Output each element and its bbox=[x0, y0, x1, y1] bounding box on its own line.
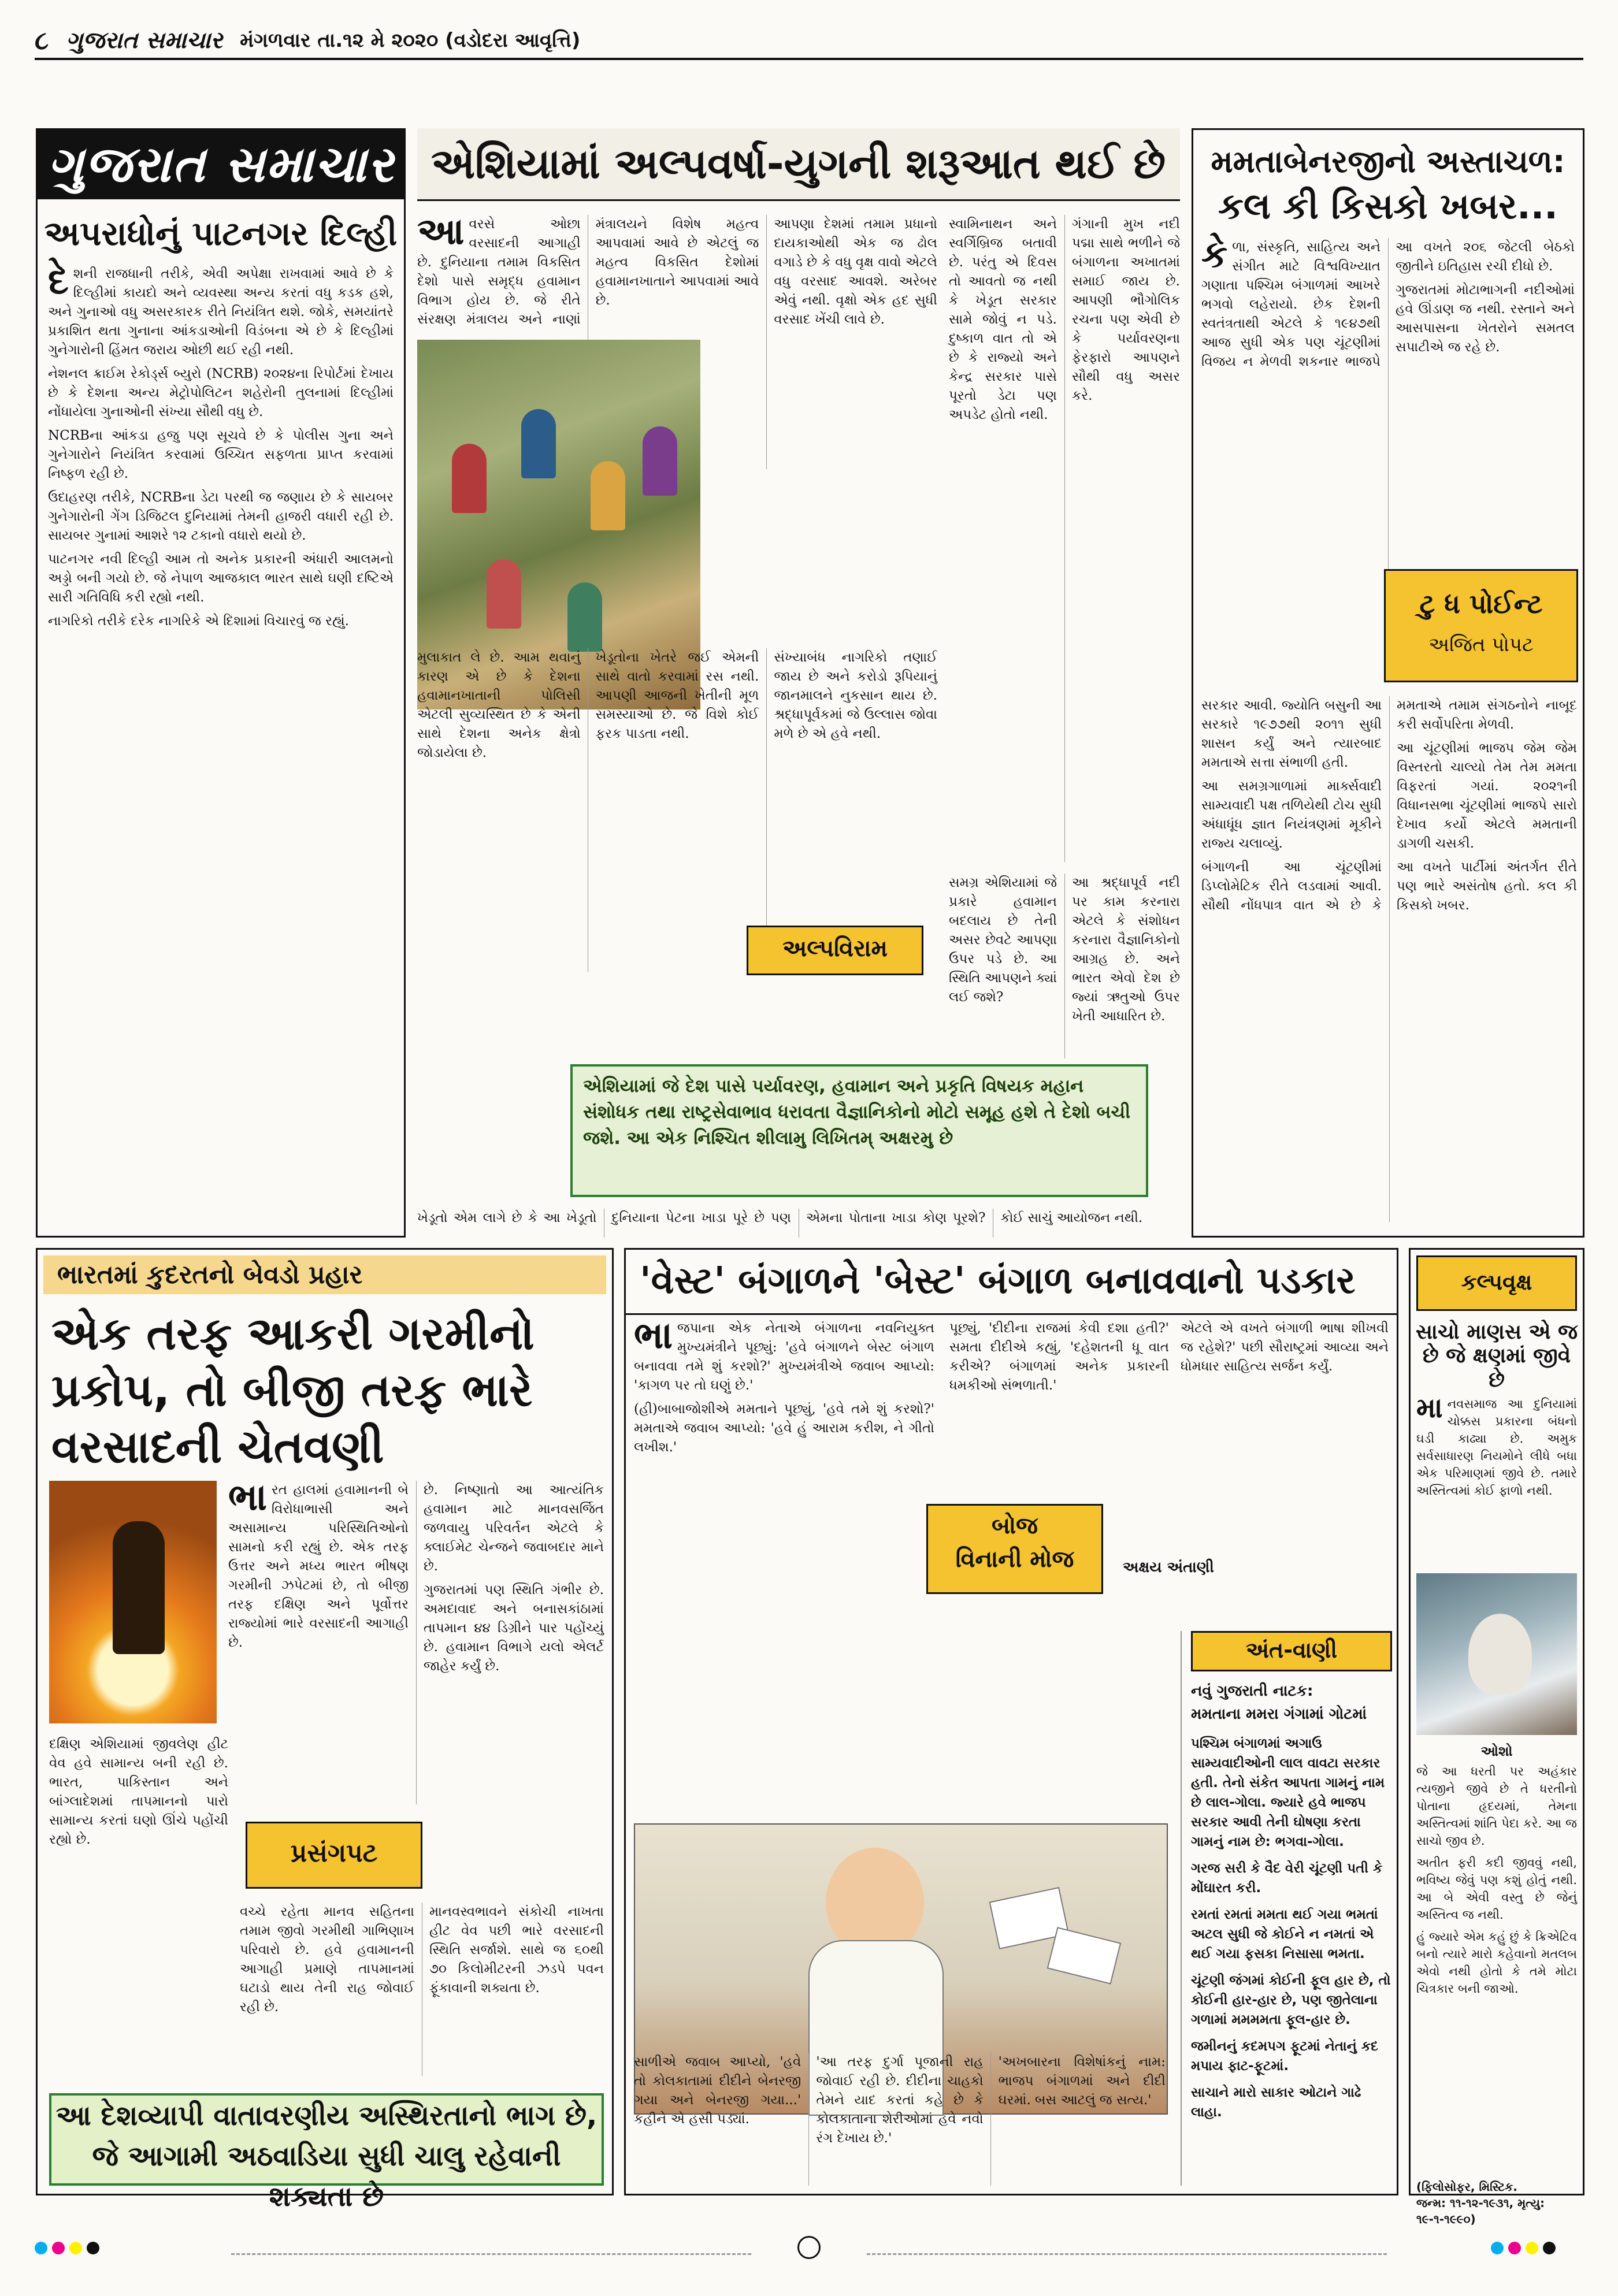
paragraph: જે આ ધરતી પર અહંકાર ત્યજીને જીવે છે તે ધરતીનો પોતાના હૃદયમાં, તેમના અસ્તિત્વમાં શાંતિ પેદા કરે. આ જ સાચો જીવ છે. bbox=[1416, 1764, 1577, 1848]
paragraph: સંખ્યાબંધ નાગરિકો તણાઈ જાય છે અને કરોડો રૂપિયાનું જાનમાલને નુકસાન થાય છે. શ્રદ્ધાપૂર્વકમાં જે ઉલ્લાસ જોવા મળે છે એ હવે નથી. bbox=[774, 650, 937, 741]
paragraph: અતીત ફરી કદી જીવવું નથી, ભવિષ્ય જેવું પણ કશું હોતું નથી. આ બે એવી વસ્તુ છે જેનું અસ્તિત્વ જ નથી. bbox=[1416, 1856, 1577, 1922]
paragraph: ખેડૂતોના ખેતરે જઈ એમની સાથે વાતો કરવામાં રસ નથી. આપણી આજની ખેતીની મૂળ સમસ્યાઓ છે. જે વિશે કોઈ ફરક પાડતા નથી. bbox=[595, 650, 759, 741]
dateline: મંગળવાર તા.૧૨ મે ૨૦૨૦ (વડોદરા આવૃત્તિ) bbox=[240, 29, 581, 52]
boj-vinani-moj-tag bbox=[926, 1504, 1103, 1594]
paragraph: વરસે ઓછા વરસાદની આગાહી છે. દુનિયાના તમામ વિકસિત દેશો પાસે સમૃદ્ધ હવામાન વિભાગ હોય છે. જે રીતે સંરક્ષણ મંત્રાલય અને નાણાં મંત્રાલયને વિશેષ મહત્વ આપવામાં આવે છે એટલું જ મહત્વ વિકસિત દેશોમાં હવામાનખાતાને આપવામાં આવે છે. bbox=[417, 217, 759, 327]
paragraph: નાગરિકો તરીકે દરેક નાગરિકે એ દિશામાં વિચારવું જ રહ્યું. bbox=[48, 613, 349, 629]
paragraph: સાળીએ જવાબ આપ્યો, 'હવે તો કોલકાતામાં દીદીને બેનરજી ગયા અને બેનરજી ગયા...' કહીને એ હસી પડ્યાં. bbox=[634, 2054, 801, 2127]
mamata-body-bottom bbox=[1201, 696, 1577, 1222]
magenta-dot bbox=[52, 2242, 65, 2254]
paragraph: પૂછ્યું, 'દીદીના રાજમાં કેવી દશા હતી?' સમતા દીદીએ કહ્યું, 'દહેશતની ધૂ વાત કરીએ? બંગાળમાં અનેક પ્રકારની ધમકીઓ સંભળાતી.' bbox=[949, 1321, 1169, 1393]
mamata-headline-1: મમતાબેનરજીનો અસ્તાચળ: bbox=[1211, 143, 1565, 180]
lead-headline: એશિયામાં અલ્પવર્ષા-યુગની શરૂઆત થઈ છે bbox=[417, 128, 1180, 201]
paragraph: ગુજરાતમાં મોટાભાગની નદીઓમાં હવે ઊંડાણ જ નથી. રસ્તાને અને આસપાસના ખેતરોને સમતલ સપાટીએ જ રહે છે. bbox=[1396, 283, 1575, 355]
weather-footer: આ દેશવ્યાપી વાતાવરણીય અસ્થિરતાનો ભાગ છે, જે આગામી અઠવાડિયા સુધી ચાલુ રહેવાની શક્યતા છે bbox=[49, 2093, 604, 2186]
paragraph: આ સમગ્રગાળામાં માર્ક્સવાદી સામ્યવાદી પક્ષ તળિયેથી ટોચ સુધી અંધાધૂંધ જ્ઞાત નિયંત્રણમાં મૂકીને રાજ્ય ચલાવ્યું. bbox=[1201, 779, 1382, 851]
weather-body-top bbox=[228, 1476, 604, 1804]
paragraph: એટલે એ વખતે બંગાળી ભાષા શીખવી જ રહેશે?' પછી સૌરાષ્ટ્રમાં આવ્યા અને ધોમધાર સાહિત્ય સર્જન કર્યું. bbox=[1181, 1321, 1389, 1374]
paragraph: છે. નિષ્ણાતો આ આત્યંતિક હવામાન માટે માનવસર્જિત જળવાયુ પરિવર્તન એટલે કે ક્લાઈમેટ ચેન્જને જવાબદાર માને છે. bbox=[424, 1483, 604, 1574]
paper-logo: ગુજરાત સમાચાર bbox=[66, 27, 223, 54]
paragraph: દક્ષિણ એશિયામાં જીવલેણ હીટ વેવ હવે સામાન્ય બની રહી છે. ભારત, પાકિસ્તાન અને બાંગ્લાદેશમાં તાપમાનનો પારો સામાન્ય કરતાં ઘણો ઊંચે પહોંચી રહ્યો છે. bbox=[49, 1737, 228, 1847]
paragraph: જપાના એક નેતાએ બંગાળના નવનિયુક્ત મુખ્યમંત્રીને પૂછ્યું: 'હવે બંગાળને બેસ્ટ બંગાળ બનાવવા તમે શું કરશો?' મુખ્યમંત્રીએ જવાબ આપ્યો: 'કાગળ પર તો ઘણું છે.' bbox=[634, 1321, 934, 1393]
yellow-dot bbox=[1526, 2242, 1538, 2254]
paragraph: ખેડૂતો એમ લાગે છે કે આ ખેડૂતો દુનિયાના પેટના ખાડા પૂરે છે પણ એમના પોતાના ખાડા કોણ પૂરશે? કોઈ સાચું આયોજન નથી. bbox=[417, 1210, 1143, 1225]
lead-body-right-lower bbox=[949, 874, 1180, 1058]
photo-figure bbox=[113, 1521, 165, 1654]
lead-body-bottom bbox=[417, 1209, 1180, 1238]
paragraph: મુલાકાત લે છે. આમ થવાનું કારણ એ છે કે દેશના હવામાનખાતાની પોલિસી એટલી સુવ્યસ્થિત છે કે એની સાથે દેશના અનેક ક્ષેત્રો જોડાયેલા છે. bbox=[417, 650, 581, 760]
ant-vani-item: જમીનનું કદમપગ ફૂટમાં નેતાનું કદ મપાય ફાટ-ફૂટમાં. bbox=[1191, 2039, 1378, 2074]
weather-body-bottom bbox=[240, 1903, 604, 2076]
paragraph: ગંગાની મુખ નદી પદ્મા સાથે ભળીને જે બંગાળના અખાતમાં સમાઈ જાય છે. આપણી ભૌગોલિક રચના પણ એવી છે કે પર્યાવરણના ફેરફારો આપણને સૌથી વધુ અસર કરે. bbox=[1072, 217, 1180, 403]
section-tag-prasangpat: પ્રસંગપટ bbox=[246, 1822, 422, 1889]
cyan-dot bbox=[1491, 2242, 1504, 2254]
paragraph: (હી)બાબાજોશીએ મમતાને પૂછ્યું, 'હવે તમે શું કરશો?' મમતાએ જવાબ આપ્યો: 'હવે હું આરામ કરીશ, ને ગીતો લખીશ.' bbox=[634, 1402, 934, 1455]
paragraph: આ વખતે પાર્ટીમાં અંતર્ગત રીતે પણ ભારે અસંતોષ હતો. કલ કી કિસકો ખબર. bbox=[1397, 860, 1577, 913]
cyan-dot bbox=[35, 2242, 47, 2254]
registration-mark bbox=[797, 2236, 821, 2259]
ant-vani-item: રમતાં રમતાં મમતા થઈ ગયા ભમતાં અટલ સુધી જે કોઈને ન નમતાં એ થઈ ગયા ફસકા નિસાસા ભમતા. bbox=[1191, 1907, 1378, 1961]
ant-vani-item: ગરજ સરી કે વૈદ વેરી ચૂંટણી પતી કે મોંઘારત કરી. bbox=[1191, 1861, 1383, 1896]
photo-figure bbox=[521, 409, 556, 478]
ant-vani-box bbox=[1181, 1631, 1392, 2186]
paragraph: ગુજરાતમાં પણ સ્થિતિ ગંભીર છે. અમદાવાદ અને બનાસકાંઠામાં તાપમાન ૪૪ ડિગ્રીને પાર પહોંચ્યું છે. હવામાન વિભાગે યલો એલર્ટ જાહેર કર્યું છે. bbox=[424, 1582, 604, 1674]
drop-cap: મા bbox=[1416, 1392, 1443, 1425]
paragraph: ઉદાહરણ તરીકે, NCRBના ડેટા પરથી જ જણાય છે કે સાયબર ગુનેગારોની ગેંગ ડિજિટલ દુનિયામાં તેમની હાજરી વધારી રહી છે. સાયબર ગુનામાં આશરે ૧૨ ટકાનો વધારો થયો છે. bbox=[48, 489, 394, 543]
paragraph: હું જ્યારે એમ કહું છું કે ક્રિએટિવ બનો ત્યારે મારો કહેવાનો મતલબ એવો નથી હોતો કે તમે મોટા ચિત્રકાર બની જાઓ. bbox=[1416, 1930, 1577, 1996]
paragraph: આપણા દેશમાં તમામ પ્રધાનો દાયકાઓથી એક જ ઢોલ વગાડે છે કે વધુ વૃક્ષ વાવો એટલે વધુ વરસાદ આવશે. અરેબર એવું નથી. વૃક્ષો એક હદ સુધી વરસાદ ખેંચી લાવે છે. bbox=[774, 217, 937, 327]
drop-cap: ભા bbox=[228, 1476, 267, 1519]
ant-vani-play: મમતાના મમરા ગંગામાં ગોટમાં bbox=[1191, 1706, 1367, 1723]
mamata-body-top bbox=[1193, 233, 1583, 579]
editorial-body bbox=[38, 259, 404, 631]
mamata-headline-2: કલ કી કિસકો ખબર... bbox=[1218, 185, 1558, 228]
print-guide-dashes bbox=[867, 2253, 1387, 2255]
author-name: અક્ષય અંતાણી bbox=[1123, 1559, 1214, 1576]
kalpavruksh-tag: કલ્પવૃક્ષ bbox=[1416, 1255, 1577, 1311]
paragraph: પાટનગર નવી દિલ્હી આમ તો અનેક પ્રકારની અંધારી આલમનો અડ્ડો બની ગયો છે. જે નેપાળ આજકાલ ભારત સાથે ઘણી દષ્ટિએ સારી ગતિવિધિ કરી રહ્યો નથી. bbox=[48, 551, 394, 605]
paragraph: વચ્ચે રહેતા માનવ સહિતના તમામ જીવો ગરમીથી ગાભિણાખ પરિવારો છે. હવે હવામાનની આગાહી પ્રમાણે તાપમાનમાં ઘટાડો થાય તેની રાહ જોવાઈ રહી છે. bbox=[240, 1904, 414, 2015]
print-guide-dashes bbox=[231, 2253, 751, 2255]
paragraph: સમગ્ર એશિયામાં જે પ્રકારે હવામાન બદલાય છે તેની અસર છેવટે આપણા ઉપર પડે છે. આ સ્થિતિ આપણને ક્યાં લઈ જશે? bbox=[949, 875, 1057, 1005]
paragraph: આ શ્રદ્ધાપૂર્વ નદી પર કામ કરનારા એટલે કે સંશોધન કરનારા વૈજ્ઞાનિકોનો આગ્રહ છે. અને ભારત એવો દેશ છે જ્યાં ઋતુઓ ઉપર ખેતી આધારિત છે. bbox=[1072, 875, 1180, 1024]
photo-caption: ઓશો bbox=[1480, 1743, 1513, 1760]
editorial-box bbox=[36, 128, 406, 1238]
photo-figure bbox=[452, 444, 487, 513]
paragraph: સ્વામિનાથન અને સ્વર્ગિબ્રિજ બતાવી છે. પરંતુ એ દિવસ તો આવતો જ નથી કે ખેડૂત સરકાર સામે જોવું ન પડે. દુષ્કાળ વાત તો એ છે કે રાજ્યો અને કેન્દ્ર સરકાર પાસે પૂરતો ડેટા પણ અપડેટ હોતો નથી. bbox=[949, 217, 1057, 422]
ant-vani-subtitle: નવું ગુજરાતી નાટક: bbox=[1191, 1682, 1313, 1700]
lead-body-mid bbox=[417, 648, 937, 972]
tag-label-1: બોજ bbox=[992, 1513, 1038, 1539]
osho-dates: જન્મ: ૧૧-૧૨-૧૯૩૧, મૃત્યુ: ૧૯-૧-૧૯૯૦) bbox=[1416, 2196, 1545, 2227]
to-the-point-tag bbox=[1384, 569, 1578, 682]
photo-figure bbox=[643, 426, 677, 496]
paragraph: NCRBના આંકડા હજુ પણ સૂચવે છે કે પોલીસ ગુના અને ગુનેગારોને નિયંત્રિત કરવામાં ઉચ્ચિત સફળતા પ્રાપ્ત કરવામાં નિષ્ફળ રહી છે. bbox=[48, 428, 394, 481]
paragraph: નેશનલ ક્રાઈમ રેકોર્ડ્સ બ્યુરો (NCRB) ૨૦૨૪ના રિપોર્ટમાં દેખાય છે કે દેશના અન્ય મેટ્રોપોલિટન શહેરોની તુલનામાં દિલ્હીમાં નોંધાયેલા ગુનાઓની સંખ્યા સૌથી વધુ છે. bbox=[48, 366, 394, 419]
photo-figure bbox=[487, 559, 521, 629]
drop-cap: દે bbox=[48, 259, 69, 303]
bengal-body-bottom bbox=[634, 2053, 1166, 2186]
ant-vani-item: પશ્ચિમ બંગાળમાં અગાઉ સામ્યવાદીઓની લાલ વાવટા સરકાર હતી. તેનો સંકેત આપતા ગામનું નામ છે લાલ-ગોલા. જ્યારે હવે ભાજપ સરકાર આવી તેની ઘોષણા કરતા ગામનું નામ છે: ભગવા-ગોલા. bbox=[1191, 1736, 1385, 1849]
drop-cap: આ bbox=[417, 210, 465, 253]
author-name: અજિત પોપટ bbox=[1428, 633, 1534, 656]
weather-kicker: ભારતમાં કુદરતનો બેવડો પ્રહાર bbox=[43, 1255, 606, 1294]
paragraph: 'આ તરફ દુર્ગા પૂજાની રાહ જોવાઈ રહી છે. દીદીના ચાહકો તેમને યાદ કરતાં કહે છે કે કોલકાતાના શેરીઓમાં હવે નવો રંગ દેખાય છે.' bbox=[816, 2054, 984, 2146]
ant-vani-item: ચૂંટણી જંગમાં કોઈની ફૂલ હાર છે, તો કોઈની હાર-હાર છે, પણ જીતેલાના ગળામાં મમમમતા ફૂલ-હાર છે. bbox=[1191, 1973, 1391, 2027]
photo-figure bbox=[567, 582, 602, 652]
pull-quote: એશિયામાં જે દેશ પાસે પર્યાવરણ, હવામાન અને પ્રકૃતિ વિષયક મહાન સંશોધક તથા રાષ્ટ્રસેવાભાવ ધરાવતા વૈજ્ઞાનિકોનો મોટો સમૂહ હશે તે દેશો બચી જશે. આ એક નિશ્ચિત શીલામુ લિખિતમ્ અક્ષરમુ છે bbox=[570, 1064, 1148, 1197]
magenta-dot bbox=[1508, 2242, 1521, 2254]
osho-photo bbox=[1416, 1573, 1577, 1735]
paragraph: સરકાર આવી. જ્યોતિ બસુની આ સરકારે ૧૯૭૭થી ૨૦૧૧ સુધી શાસન કર્યું અને ત્યારબાદ મમતાએ સત્તા સંભાળી હતી. bbox=[1201, 698, 1382, 770]
bengal-headline: 'વેસ્ટ' બંગાળને 'બેસ્ટ' બંગાળ બનાવવાનો પડકાર bbox=[626, 1250, 1397, 1315]
ant-vani-item: સાચાને મારો સાકાર ઓટાને ગાઢે લાહા. bbox=[1191, 2085, 1361, 2120]
paragraph: બંગાળની આ ચૂંટણીમાં ડિપ્લોમેટિક રીતે લડવામાં આવી. સૌથી નોંધપાત્ર વાત એ છે કે મમતાએ તમામ સંગઠનોને નાબૂદ કરી સર્વોપરિતા મેળવી. bbox=[1201, 698, 1577, 913]
weather-box bbox=[36, 1248, 614, 2213]
osho-sign: (ફિલોસોફર, મિસ્ટિક. bbox=[1416, 2180, 1517, 2194]
cartoon-paper bbox=[1047, 1927, 1122, 1984]
photo-figure bbox=[1468, 1614, 1532, 1695]
kalpavruksh-box bbox=[1409, 1248, 1584, 2227]
bengal-body-col3 bbox=[1181, 1319, 1389, 1619]
drop-cap: ભા bbox=[634, 1314, 673, 1357]
lead-body-right bbox=[949, 215, 1180, 862]
editorial-headline: અપરાધોનું પાટનગર દિલ્હી bbox=[44, 214, 398, 253]
editorial-masthead: ગુજરાત સમાચાર bbox=[38, 130, 404, 199]
paragraph: રત હાલમાં હવામાનની બે વિરોધાભાસી અને અસામાન્ય પરિસ્થિતિઓનો સામનો કરી રહ્યું છે. એક તરફ ઉત્તર અને મધ્ય ભારત ભીષણ ગરમીની ઝપેટમાં છે, તો બીજી તરફ દક્ષિણ અને પૂર્વોત્તર રાજ્યોમાં ભારે વરસાદની આગાહી છે. bbox=[228, 1483, 409, 1650]
black-dot bbox=[1543, 2242, 1556, 2254]
paragraph: 'અખબારના વિશેષાંકનું નામ: ભાજપ બંગાળમાં અને દીદી ઘરમાં. બસ આટલું જ સત્ય.' bbox=[998, 2054, 1166, 2108]
black-dot bbox=[87, 2242, 99, 2254]
kalpavruksh-headline: સાચો માણસ એ જ છે જે ક્ષણમાં જીવે છે bbox=[1415, 1320, 1578, 1392]
tag-label: ટુ ધ પોઈન્ટ bbox=[1419, 588, 1543, 619]
heat-photo bbox=[49, 1481, 217, 1723]
paragraph: શની રાજધાની તરીકે, એવી અપેક્ષા રાખવામાં આવે છે કે દિલ્હીમાં કાયદો અને વ્યવસ્થા અન્ય કરતાં વધુ કડક હશે, અને ગુનાઓ વધુ અસરકારક રીતે નિયંત્રિત થશે. જોકે, સમયાંતરે પ્રકાશિત થતા ગુનાના આંકડાઓની વિડંબના એ છે કે દિલ્હીમાં ગુનેગારોની હિંમત જરાય ઓછી થઈ રહી નથી. bbox=[48, 266, 394, 358]
yellow-dot bbox=[69, 2242, 82, 2254]
ant-vani-tag: અંત-વાણી bbox=[1191, 1631, 1392, 1671]
paragraph: આ ચૂંટણીમાં ભાજપ જેમ જેમ વિસ્તરતો ચાલ્યો તેમ તેમ મમતા વિફરતાં ગયાં. ૨૦૨૧ની વિધાનસભા ચૂંટણીમાં ભાજપે સારો દેખાવ કર્યો એટલે મમતાની ડાગળી ચસકી. bbox=[1397, 741, 1577, 851]
print-color-marks bbox=[35, 2242, 104, 2257]
kalpavruksh-body-bottom bbox=[1411, 1763, 1583, 2179]
page-number: ૮ bbox=[35, 25, 49, 55]
bengal-body-col1 bbox=[634, 1314, 934, 1758]
weather-body-left bbox=[49, 1735, 228, 2070]
lead-story bbox=[417, 128, 1180, 1238]
weather-headline: એક તરફ આકરી ગરમીનો પ્રકોપ, તો બીજી તરફ ભારે વરસાદની ચેતવણી bbox=[51, 1308, 535, 1473]
print-color-marks bbox=[1491, 2242, 1560, 2257]
tag-label-2: વિનાની મોજ bbox=[955, 1546, 1074, 1573]
kalpavruksh-body-top bbox=[1411, 1392, 1583, 1569]
paragraph: ળા, સંસ્કૃતિ, સાહિત્ય અને સંગીત માટે વિશ્વવિખ્યાત ગણાતા પશ્ચિમ બંગાળમાં આખરે ભગવો લહેરાયો. છેક દેશની સ્વતંત્રતાથી એટલે કે ૧૯૪૭થી આજ સુધી એક પણ ચૂંટણીમાં વિજય ન મેળવી શકનાર ભાજપે આ વખતે ૨૦૬ જેટલી બેઠકો જીતીને ઇતિહાસ રચી દીધો છે. bbox=[1201, 240, 1575, 370]
photo-figure bbox=[591, 461, 625, 530]
drop-cap: કે bbox=[1201, 233, 1228, 277]
paragraph: નવસમાજ આ દુનિયામાં ચોક્કસ પ્રકારના બંધનો ઘડી કાઢ્યા છે. અમુક સર્વસાધારણ નિયમોને લીધે બધા એક પરિમાણમાં જીવે છે. તમારે અસ્તિત્વમાં કોઈ ફાળો નથી. bbox=[1416, 1397, 1577, 1498]
paragraph: માનવસ્વભાવને સંકોચી નાખતા હીટ વેવ પછી ભારે વરસાદની સ્થિતિ સર્જાશે. સાથે જ ૬૦થી ૭૦ કિલોમીટરની ઝડપે પવન ફૂંકાવાની શક્યતા છે. bbox=[429, 1904, 604, 1996]
mamata-box bbox=[1192, 128, 1584, 1238]
page-header bbox=[35, 23, 1583, 60]
bengal-box bbox=[624, 1248, 1398, 2195]
section-tag-alpviram: અલ્પવિરામ bbox=[747, 926, 923, 975]
